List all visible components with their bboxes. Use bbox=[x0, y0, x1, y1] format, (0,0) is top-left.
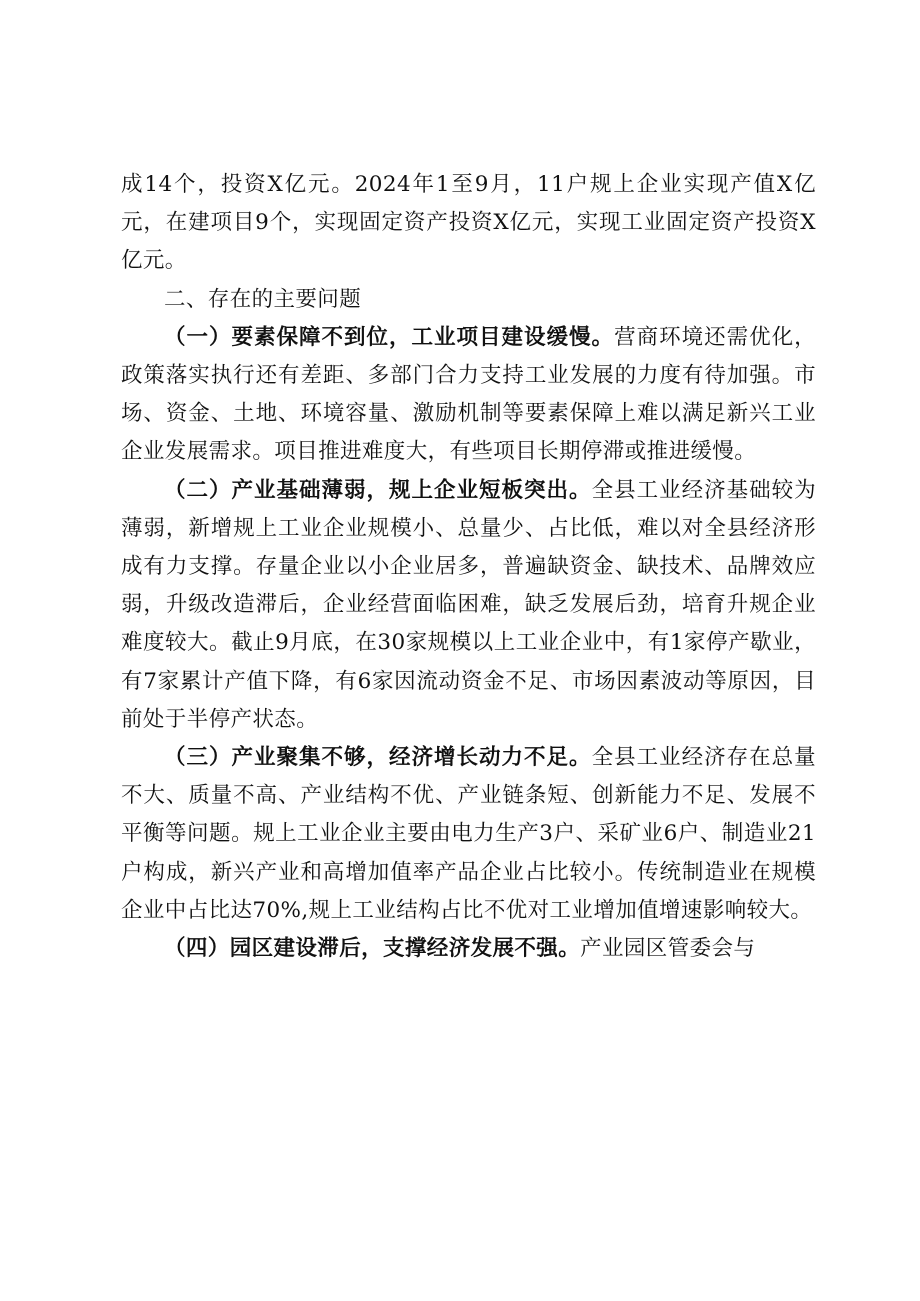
section-heading: 二、存在的主要问题 bbox=[164, 286, 362, 312]
issue-body-1: 营商环境还需优化，政策落实执行还有差距、多部门合力支持工业发展的力度有待加强。市场、资金、土地、环境容量、激励机制等要素保障上难以满足新兴工业企业发展需求。项目推进难度大，有些项目长期停滞或推进缓慢。 bbox=[121, 324, 816, 465]
issue-lead-4: （四）园区建设滞后，支撑经济发展不强。 bbox=[164, 936, 581, 962]
issue-lead-1: （一）要素保障不到位，工业项目建设缓慢。 bbox=[164, 324, 615, 350]
document-body bbox=[121, 166, 816, 968]
issue-body-3: 全县工业经济存在总量不大、质量不高、产业结构不优、产业链条短、创新能力不足、发展不平衡等问题。规上工业企业主要由电力生产3户、采矿业6户、制造业21户构成，新兴产业和高增加值率产品企业占比较小。传统制造业在规模企业中占比达70%,规上工业结构占比不优对工业增加值增速影响较大。 bbox=[121, 745, 816, 923]
issue-body-4: 产业园区管委会与 bbox=[580, 936, 756, 962]
issue-lead-3: （三）产业聚集不够，经济增长动力不足。 bbox=[164, 745, 592, 771]
issue-paragraph-3 bbox=[121, 739, 816, 930]
issue-paragraph-1 bbox=[121, 319, 816, 472]
paragraph-progress-summary: 成14个，投资X亿元。2024年1至9月，11户规上企业实现产值X亿元，在建项目9个，实现固定资产投资X亿元，实现工业固定资产投资X亿元。 bbox=[121, 172, 816, 274]
issue-paragraph-4 bbox=[121, 930, 816, 968]
issue-body-2: 全县工业经济基础较为薄弱，新增规上工业企业规模小、总量少、占比低，难以对全县经济形成有力支撑。存量企业以小企业居多，普遍缺资金、缺技术、品牌效应弱，升级改造滞后，企业经营面临困难，缺乏发展后劲，培育升规企业难度较大。截止9月底，在30家规模以上工业企业中，有1家停产歇业，有7家累计产值下降，有6家因流动资金不足、市场因素波动等原因，目前处于半停产状态。 bbox=[121, 477, 816, 732]
issue-paragraph-2 bbox=[121, 472, 816, 739]
issue-lead-2: （二）产业基础薄弱，规上企业短板突出。 bbox=[164, 477, 592, 503]
